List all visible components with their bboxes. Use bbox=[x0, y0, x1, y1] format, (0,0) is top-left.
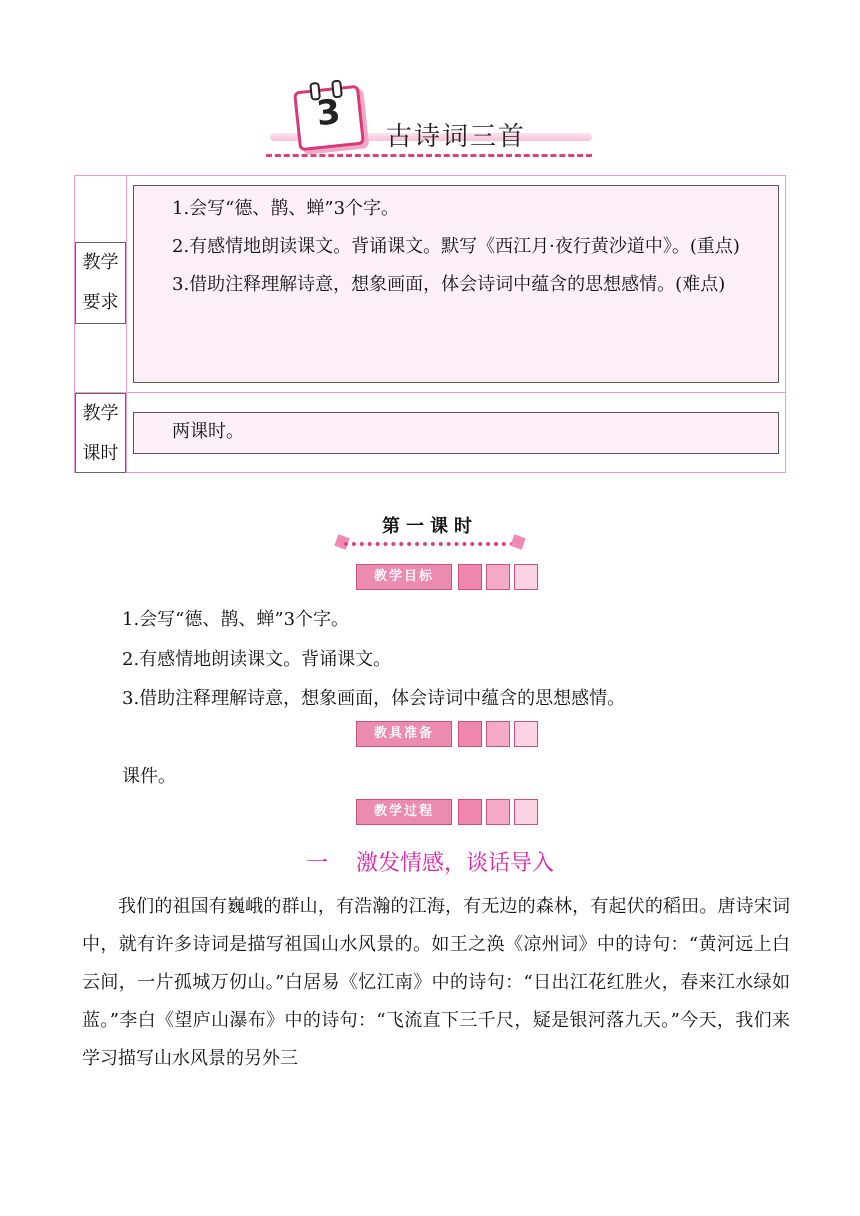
requirement-item: 2.有感情地朗读课文。背诵课文。默写《西江月·夜行黄沙道中》。(重点) bbox=[172, 236, 740, 257]
banner-divider bbox=[266, 154, 592, 157]
requirement-item: 3.借助注释理解诗意，想象画面，体会诗词中蕴含的思想感情。(难点) bbox=[172, 274, 726, 295]
part-one-title: 激发情感，谈话导入 bbox=[356, 851, 555, 876]
requirements-label: 教学 要求 bbox=[75, 242, 126, 324]
heading-square-icon bbox=[510, 534, 525, 549]
part-one-heading bbox=[0, 846, 860, 877]
objective-item: 3.借助注释理解诗意，想象画面，体会诗词中蕴含的思想感情。 bbox=[122, 688, 626, 709]
objective-item: 1.会写“德、鹊、蝉”3个字。 bbox=[122, 609, 350, 630]
section-title: 第一课时 bbox=[382, 516, 478, 537]
requirements-box bbox=[133, 185, 779, 383]
calendar-icon bbox=[293, 85, 365, 152]
preparation-text: 课件。 bbox=[122, 766, 176, 787]
heading-dots bbox=[344, 542, 514, 546]
hours-box bbox=[133, 412, 779, 454]
lesson-title: 古诗词三首 bbox=[386, 122, 527, 152]
requirement-item: 1.会写“德、鹊、蝉”3个字。 bbox=[172, 198, 400, 219]
objective-item: 2.有感情地朗读课文。背诵课文。 bbox=[122, 649, 392, 670]
section-heading bbox=[330, 512, 530, 554]
intro-paragraph: 我们的祖国有巍峨的群山，有浩瀚的江海，有无边的森林，有起伏的稻田。唐诗宋词中，就有许多诗词是描写祖国山水风景的。如王之涣《凉州词》中的诗句：“黄河远上白云间，一片孤城万仞山。”白居易《忆江南》中的诗句：“日出江花红胜火，春来江水绿如蓝。”李白《望庐山瀑布》中的诗句：“飞流直下三千尺，疑是银河落九天。”今天，我们来学习描写山水风景的另外三 bbox=[82, 896, 790, 1069]
part-one-number: 一 bbox=[305, 851, 328, 876]
hours-label: 教学 课时 bbox=[75, 393, 126, 473]
lesson-banner bbox=[266, 80, 596, 164]
requirements-table bbox=[74, 175, 786, 473]
lesson-number: 3 bbox=[314, 91, 343, 135]
hours-value: 两课时。 bbox=[172, 421, 244, 442]
